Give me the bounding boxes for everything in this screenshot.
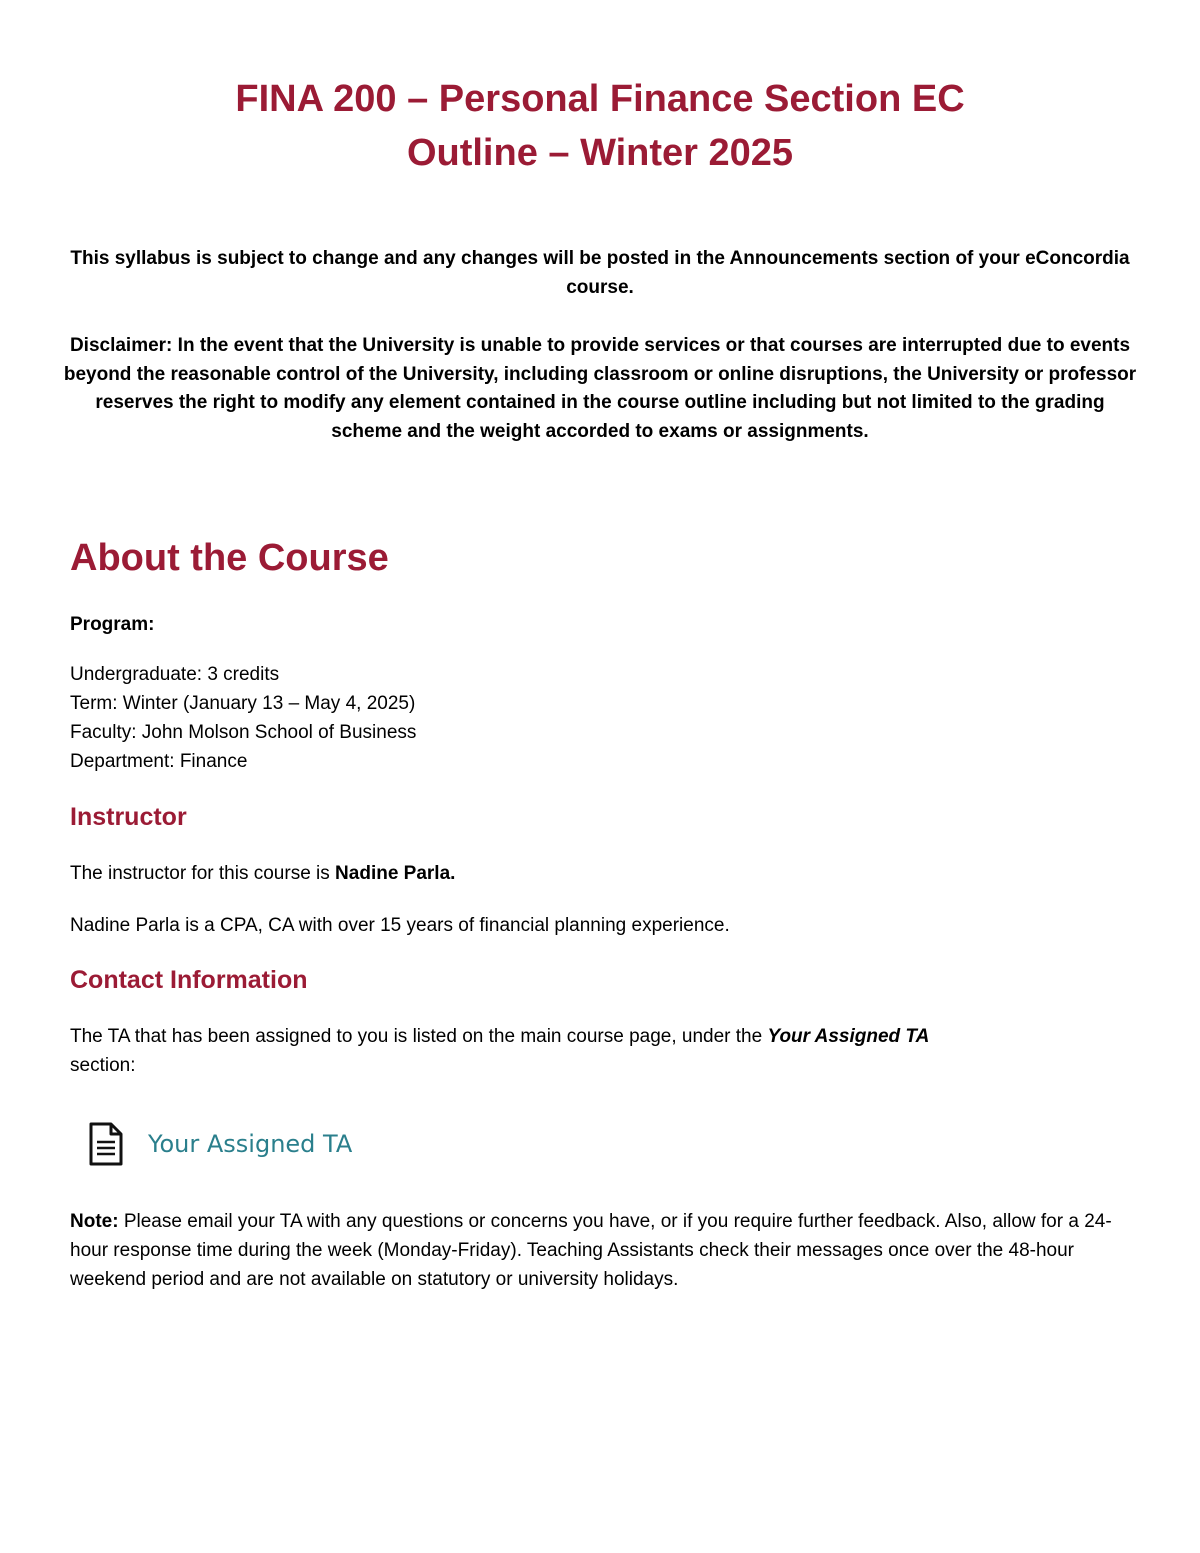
contact-text-after: section: — [70, 1055, 136, 1076]
disclaimer-label: Disclaimer: — [69, 335, 173, 356]
program-details — [70, 660, 416, 776]
instructor-name: Nadine Parla. — [335, 863, 456, 884]
instructor-intro-text: The instructor for this course is — [70, 863, 336, 884]
note-text: Please email your TA with any questions or concerns you have, or if you require further feedback. Also, allow for a 24-hour response time during the week (Monday-Friday). Teaching Assistants check their messages once over the 48-hour weekend period and are not available on statutory or university holidays. — [70, 1211, 1112, 1290]
instructor-bio: Nadine Parla is a CPA, CA with over 15 years of financial planning experience. — [70, 915, 730, 936]
contact-text-before: The TA that has been assigned to you is listed on the main course page, under the — [70, 1026, 768, 1047]
disclaimer-text: In the event that the University is unable to provide services or that courses are interrupted due to events beyond the reasonable control of the University, including classroom or online disruptions, the University or professor reserves the right to modify any element contained in the course outline including but not limited to the grading scheme and the weight accorded to exams or assignments. — [63, 335, 1137, 442]
assigned-ta-emphasis: Your Assigned TA — [767, 1026, 930, 1047]
program-label: Program: — [70, 614, 155, 635]
instructor-intro — [70, 859, 1130, 888]
contact-info-heading: Contact Information — [70, 966, 308, 994]
contact-paragraph — [70, 1022, 1130, 1080]
title-line-2: Outline – Winter 2025 — [406, 132, 794, 174]
document-icon — [88, 1122, 124, 1166]
detail-faculty: Faculty: John Molson School of Business — [70, 722, 417, 743]
detail-term: Term: Winter (January 13 – May 4, 2025) — [70, 693, 416, 714]
disclaimer-paragraph — [60, 332, 1140, 446]
assigned-ta-link-label[interactable]: Your Assigned TA — [148, 1130, 353, 1158]
detail-credits: Undergraduate: 3 credits — [70, 664, 280, 685]
detail-department: Department: Finance — [70, 751, 248, 772]
syllabus-notice: This syllabus is subject to change and any changes will be posted in the Announcements section of your eConcordia course. — [70, 248, 1130, 298]
note-paragraph — [70, 1207, 1130, 1294]
instructor-heading: Instructor — [70, 803, 187, 831]
assigned-ta-link[interactable] — [88, 1120, 352, 1168]
title-line-1: FINA 200 – Personal Finance Section EC — [235, 78, 965, 120]
about-course-heading: About the Course — [70, 537, 389, 579]
document-title — [0, 72, 1200, 180]
note-label: Note: — [70, 1211, 119, 1232]
